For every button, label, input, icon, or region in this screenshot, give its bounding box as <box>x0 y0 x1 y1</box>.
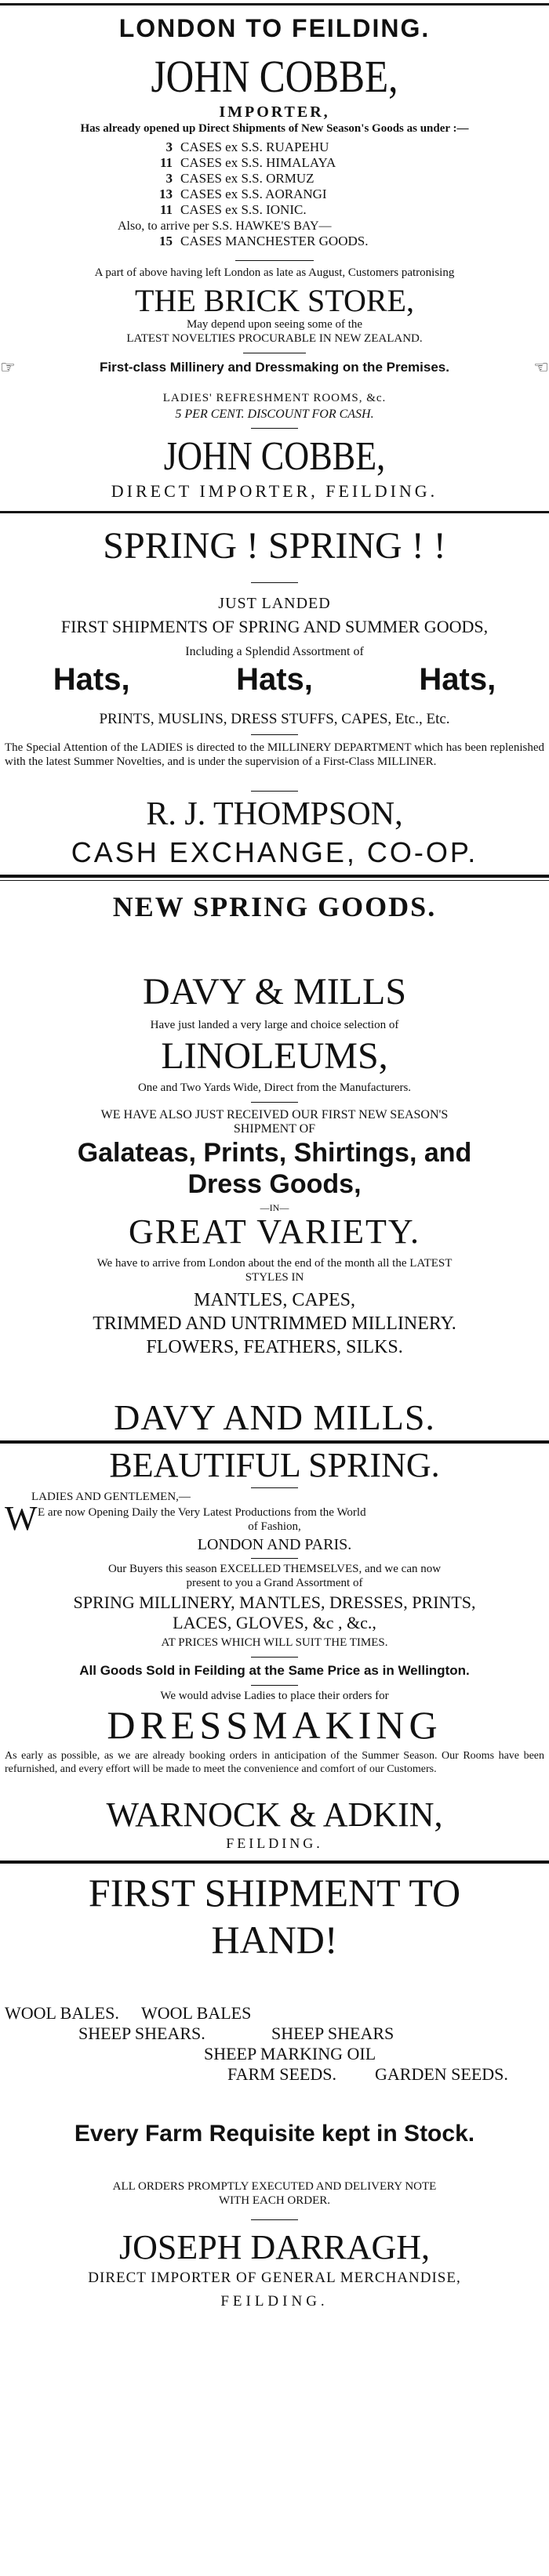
ad2-hats-word: Hats, <box>236 662 313 697</box>
ad2-para: The Special Attention of the LADIES is directed to the MILLINERY DEPARTMENT which has been replenished with the latest Summer Novelties, and is under the supervision of a First-Class MILLINER. <box>5 741 544 768</box>
ad5-direct: DIRECT IMPORTER OF GENERAL MERCHANDISE, <box>88 2270 461 2286</box>
shipment-row: 11 CASES ex S.S. HIMALAYA <box>159 155 336 170</box>
ad1-depend1: May depend upon seeing some of the <box>186 318 363 331</box>
ad2-first: FIRST SHIPMENTS OF SPRING AND SUMMER GOODS, <box>60 617 489 636</box>
ad1-refresh: LADIES' REFRESHMENT ROOMS, &c. <box>162 392 387 404</box>
ad1-also: Also, to arrive per S.S. HAWKE'S BAY— <box>118 219 332 233</box>
ad5-wool-bales-1: WOOL BALES. <box>5 2003 119 2023</box>
ad5-sheep-shears-1: SHEEP SHEARS. <box>78 2023 205 2043</box>
ad2-including: Including a Splendid Assortment of <box>185 645 364 658</box>
ad3-arrive1: We have to arrive from London about the end of the month all the LATEST <box>96 1257 453 1270</box>
ad4-buyers1: Our Buyers this season EXCELLED THEMSELVES, and we can now <box>107 1563 442 1575</box>
ad4-london: LONDON AND PARIS. <box>197 1536 352 1553</box>
divider <box>251 2219 298 2220</box>
ad5-every: Every Farm Requisite kept in Stock. <box>74 2121 475 2147</box>
ad2-sign: CASH EXCHANGE, CO-OP. <box>71 836 478 868</box>
ad1-name: JOHN COBBE, <box>151 51 398 102</box>
ad3-also2: SHIPMENT OF <box>233 1122 316 1136</box>
shipment-row: 3 CASES ex S.S. RUAPEHU <box>165 139 329 154</box>
ad4-name: WARNOCK & ADKIN, <box>106 1795 443 1834</box>
divider <box>251 1657 298 1658</box>
ad5-wool-bales-2: WOOL BALES <box>141 2003 252 2023</box>
ad2-hats-row <box>0 662 549 697</box>
divider <box>251 582 298 583</box>
ad-joseph-darragh <box>0 1864 549 2576</box>
ad4-prices: AT PRICES WHICH WILL SUIT THE TIMES. <box>161 1636 388 1649</box>
ad2-hats-word: Hats, <box>419 662 496 697</box>
ad-rj-thompson <box>0 513 549 905</box>
ad1-role: IMPORTER, <box>219 103 330 121</box>
ad5-name: JOSEPH DARRAGH, <box>118 2228 431 2266</box>
ad1-shipment-list <box>141 139 455 218</box>
ad3-wide: One and Two Yards Wide, Direct from the Manufacturers. <box>137 1081 412 1094</box>
ad1-name2: JOHN COBBE, <box>163 434 386 479</box>
divider <box>251 1102 298 1103</box>
ad2-landed: JUST LANDED <box>218 595 331 612</box>
divider <box>251 1558 298 1559</box>
ad3-name: DAVY & MILLS <box>142 971 407 1013</box>
ad4-para: As early as possible, as we are already booking orders in anticipation of the Summer Season. Our Rooms have been refurnished, and every effort will be made to meet the convenience and comfort of our Customers. <box>5 1750 544 1775</box>
ad4-open2: of Fashion, <box>248 1520 301 1533</box>
ad1-store: THE BRICK STORE, <box>135 283 414 318</box>
ad3-also1: WE HAVE ALSO JUST RECEIVED OUR FIRST NEW SEASON'S <box>100 1108 449 1121</box>
shipment-row: 13 CASES ex S.S. AORANGI <box>159 187 327 201</box>
ad4-allgoods: All Goods Sold in Feilding at the Same Price as in Wellington. <box>79 1663 470 1678</box>
divider <box>251 1487 298 1488</box>
ad1-header: LONDON TO FEILDING. <box>118 14 431 42</box>
ad4-sign: FEILDING. <box>226 1835 323 1851</box>
ad4-dressmaking: DRESSMAKING <box>107 1703 442 1747</box>
ad3-mantles: MANTLES, CAPES, <box>193 1290 356 1310</box>
divider <box>251 791 298 792</box>
ad4-items1: SPRING MILLINERY, MANTLES, DRESSES, PRINTS, <box>73 1592 476 1612</box>
ad2-prints: PRINTS, MUSLINS, DRESS STUFFS, CAPES, Etc., Etc. <box>99 711 450 727</box>
ad1-millinery-row <box>0 357 549 378</box>
ad5-garden-seeds: GARDEN SEEDS. <box>375 2064 508 2084</box>
ad1-sign: DIRECT IMPORTER, FEILDING. <box>111 481 438 501</box>
shipment-row: 3 CASES ex S.S. ORMUZ <box>165 171 314 186</box>
shipment-row: 11 CASES ex S.S. IONIC. <box>159 202 307 217</box>
ad3-galateas: Galateas, Prints, Shirtings, and <box>77 1138 472 1168</box>
ad2-headline: SPRING ! SPRING ! ! <box>103 525 446 567</box>
ad4-open1: E are now Opening Daily the Very Latest Productions from the World <box>38 1506 366 1519</box>
ad2-name: R. J. THOMPSON, <box>146 796 403 832</box>
ad1-intro: Has already opened up Direct Shipments of New Season's Goods as under :— <box>80 122 469 135</box>
ad1-note: A part of above having left London as late as August, Customers patronising <box>94 266 455 279</box>
divider <box>235 260 314 261</box>
pointing-hand-left-icon: ☜ <box>533 357 549 377</box>
ad3-landed: Have just landed a very large and choice selection of <box>150 1019 399 1031</box>
ad5-headline1: FIRST SHIPMENT TO <box>88 1871 461 1915</box>
ad-warnock-adkin <box>0 1444 549 1867</box>
ad1-depend2: LATEST NOVELTIES PROCURABLE IN NEW ZEALAND. <box>126 332 423 345</box>
ad5-sheep-marking-oil: SHEEP MARKING OIL <box>204 2044 376 2063</box>
ad3-variety: GREAT VARIETY. <box>129 1212 420 1251</box>
ad2-hats-word: Hats, <box>53 662 130 697</box>
ad4-items2: LACES, GLOVES, &c , &c., <box>173 1613 376 1632</box>
ad3-dress: Dress Goods, <box>187 1169 362 1199</box>
divider <box>251 734 298 735</box>
ad3-trimmed: TRIMMED AND UNTRIMMED MILLINERY. <box>93 1313 456 1334</box>
pointing-hand-right-icon: ☞ <box>0 357 16 377</box>
ad3-linoleums: LINOLEUMS, <box>161 1035 388 1077</box>
ad5-orders1: ALL ORDERS PROMPTLY EXECUTED AND DELIVERY NOTE <box>112 2180 437 2193</box>
ad3-sign: DAVY AND MILLS. <box>114 1397 435 1437</box>
ad-john-cobbe <box>0 0 549 564</box>
ad4-buyers2: present to you a Grand Assortment of <box>186 1577 363 1589</box>
divider <box>251 428 298 429</box>
ad1-last-shipment: 15 CASES MANCHESTER GOODS. <box>159 234 369 248</box>
ad-separator-rule <box>0 875 549 878</box>
ad5-sign: FEILDING. <box>220 2293 329 2310</box>
ad5-sheep-shears-2: SHEEP SHEARS <box>271 2023 394 2043</box>
ad4-headline: BEAUTIFUL SPRING. <box>109 1446 440 1484</box>
ad5-farm-seeds: FARM SEEDS. <box>227 2064 336 2084</box>
ad1-discount: 5 PER CENT. DISCOUNT FOR CASH. <box>175 408 374 421</box>
ad3-arrive2: STYLES IN <box>245 1271 304 1284</box>
ad4-ladies: LADIES AND GENTLEMEN,— <box>31 1491 191 1503</box>
ad5-orders2: WITH EACH ORDER. <box>218 2194 331 2207</box>
ad4-advise: We would advise Ladies to place their orders for <box>160 1690 389 1702</box>
divider <box>251 1685 298 1686</box>
ad5-headline2: HAND! <box>211 1918 338 1962</box>
ad3-flowers: FLOWERS, FEATHERS, SILKS. <box>146 1337 403 1357</box>
ad-davy-mills <box>0 881 549 1445</box>
ad4-dropcap: W <box>5 1499 38 1538</box>
ad3-in: —IN— <box>260 1202 289 1213</box>
ad1-millinery: First-class Millinery and Dressmaking on the Premises. <box>100 360 449 375</box>
ad3-headline: NEW SPRING GOODS. <box>112 891 437 922</box>
